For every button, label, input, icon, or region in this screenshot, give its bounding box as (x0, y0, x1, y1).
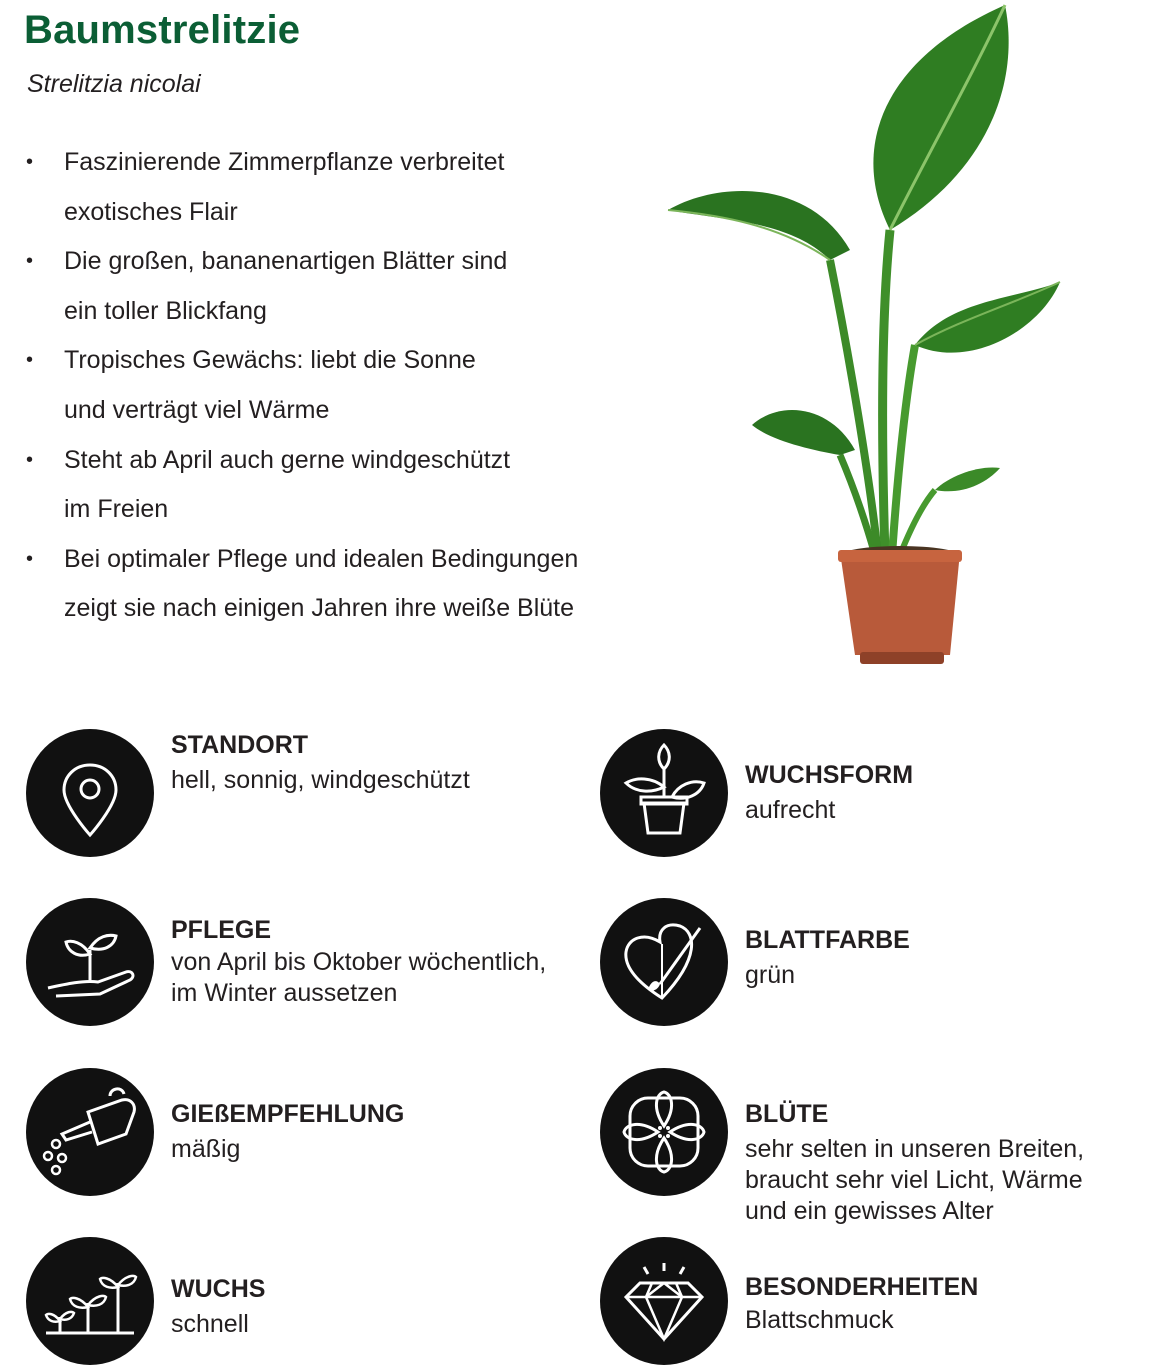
flower-icon (600, 1068, 728, 1196)
feature-description: sehr selten in unseren Breiten, (745, 1135, 1085, 1163)
feature-description: grün (745, 961, 796, 989)
bullet-line: Die großen, bananenartigen Blätter sind (64, 247, 508, 276)
feature-title: WUCHSFORM (745, 761, 914, 789)
feature-description: und ein gewisses Alter (745, 1197, 994, 1225)
feature-title: BLÜTE (745, 1100, 829, 1128)
potted-plant-icon (600, 729, 728, 857)
bullet-dot: • (26, 349, 34, 372)
bullet-line: zeigt sie nach einigen Jahren ihre weiße Blüte (64, 594, 575, 623)
feature-description: im Winter aussetzen (171, 979, 398, 1007)
bullet-line: Faszinierende Zimmerpflanze verbreitet (64, 148, 505, 176)
bullet-line: Steht ab April auch gerne windgeschützt (64, 445, 511, 474)
location-pin-icon (26, 729, 154, 857)
feature-title: PFLEGE (171, 916, 272, 944)
feature-description: braucht sehr viel Licht, Wärme (745, 1166, 1083, 1194)
product-latin-name: Strelitzia nicolai (27, 70, 201, 98)
hand-seedling-icon (26, 898, 154, 1026)
feature-title: GIEßEMPFEHLUNG (171, 1100, 405, 1128)
feature-description: schnell (171, 1310, 249, 1338)
feature-bullet-list (22, 138, 642, 634)
list-item (22, 138, 642, 237)
feature-title: WUCHS (171, 1275, 266, 1303)
bullet-line: exotisches Flair (64, 197, 238, 226)
bullet-line: und verträgt viel Wärme (64, 395, 330, 424)
watering-can-icon (26, 1068, 154, 1196)
bullet-dot: • (26, 151, 34, 173)
bullet-line: Bei optimaler Pflege und idealen Bedingungen (64, 544, 579, 573)
list-item (22, 436, 642, 535)
bullet-line: Tropisches Gewächs: liebt die Sonne (64, 346, 476, 375)
bullet-line: ein toller Blickfang (64, 296, 267, 325)
list-item (22, 336, 642, 435)
feature-title: BLATTFARBE (745, 926, 910, 954)
feature-description: von April bis Oktober wöchentlich, (171, 948, 547, 976)
list-item (22, 237, 642, 336)
leaf-brush-icon (600, 898, 728, 1026)
feature-title: BESONDERHEITEN (745, 1273, 979, 1301)
bullet-line: im Freien (64, 495, 169, 524)
growing-plants-icon (26, 1237, 154, 1365)
diamond-icon (600, 1237, 728, 1365)
feature-description: Blattschmuck (745, 1306, 894, 1334)
product-title: Baumstrelitzie (24, 8, 301, 52)
bullet-dot: • (26, 448, 34, 471)
feature-title: STANDORT (171, 731, 309, 759)
bullet-dot: • (26, 250, 34, 273)
feature-description: aufrecht (745, 796, 836, 824)
list-item (22, 535, 642, 634)
bullet-dot: • (26, 547, 34, 570)
feature-description: hell, sonnig, windgeschützt (171, 766, 470, 794)
plant-image (660, 0, 1070, 670)
feature-description: mäßig (171, 1135, 241, 1163)
